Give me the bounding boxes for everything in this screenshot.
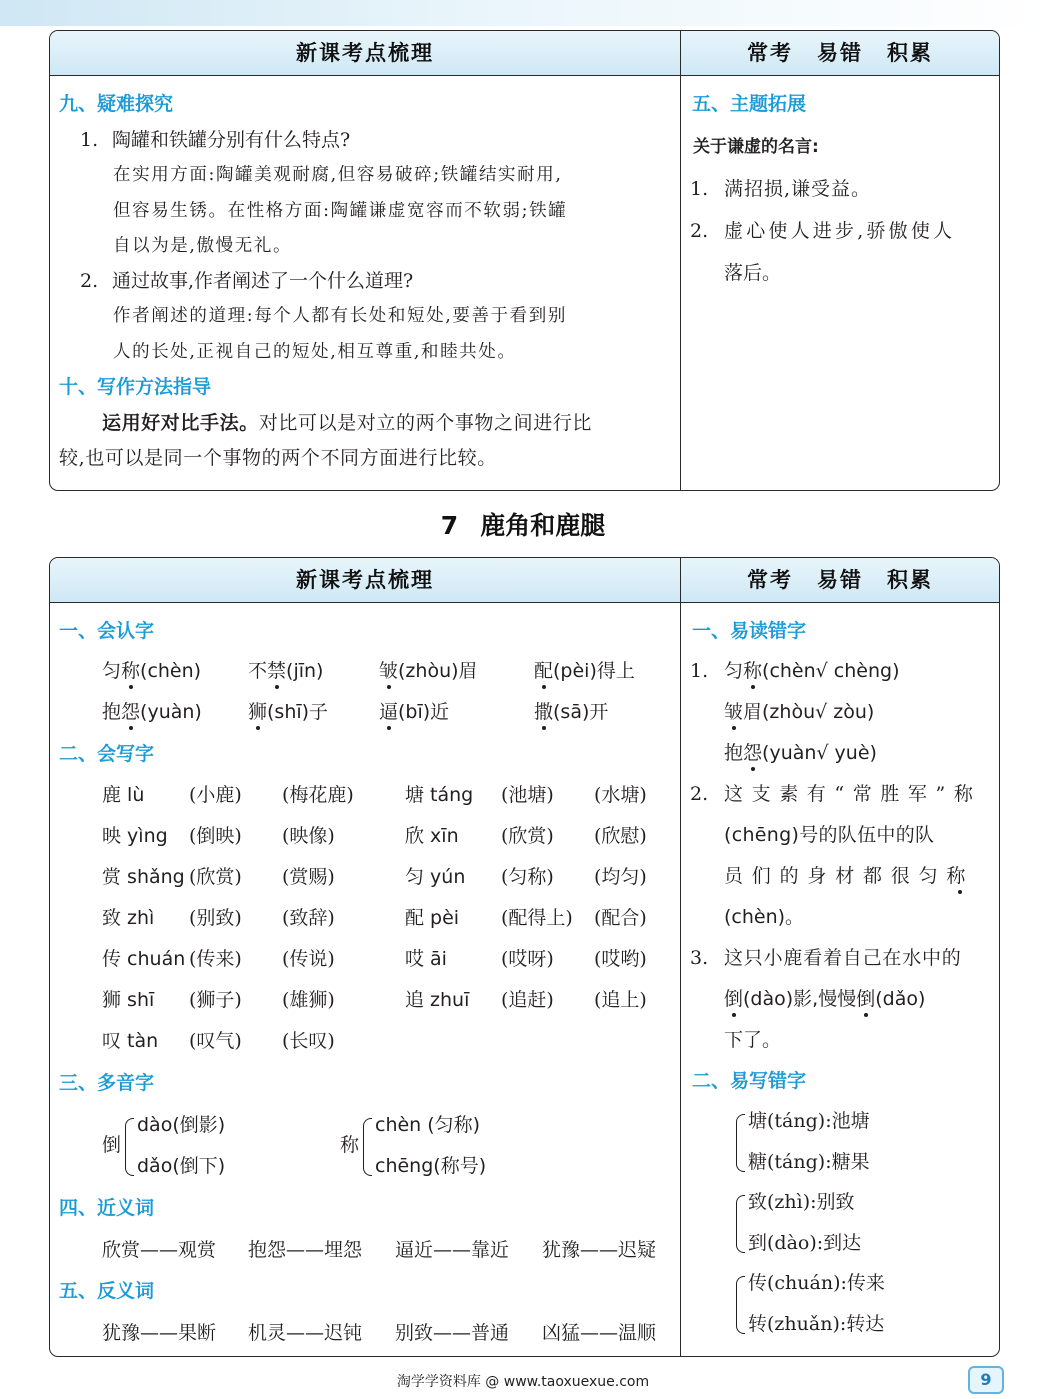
recognize-word: 撒(sā)开 xyxy=(534,701,609,723)
polyphone-reading: dǎo(倒下) xyxy=(137,1155,226,1177)
write-char: 配 pèi xyxy=(405,907,460,929)
top-color-band xyxy=(0,0,1046,26)
polyphone-reading: dào(倒影) xyxy=(137,1114,226,1136)
answer-line: 自以为是,傲慢无礼。 xyxy=(113,236,293,256)
answer-line: 人的长处,正视自己的短处,相互尊重,和睦共处。 xyxy=(113,342,517,362)
header-right: 常考 易错 积累 xyxy=(747,41,933,65)
header-left: 新课考点梳理 xyxy=(296,568,434,592)
quote-text: 虚心使人进步,骄傲使人 xyxy=(724,220,956,242)
write-char: 映 yìng xyxy=(102,825,168,847)
write-char: 追 zhuī xyxy=(405,989,470,1011)
write-word: (欣慰) xyxy=(594,825,647,847)
column-divider xyxy=(680,31,681,490)
write-char: 叹 tàn xyxy=(102,1030,159,1052)
quote-text: 落后。 xyxy=(724,262,782,284)
subheading: 关于谦虚的名言: xyxy=(693,137,819,157)
write-char: 哎 āi xyxy=(405,948,447,970)
recognize-word: 配(pèi)得上 xyxy=(534,660,635,682)
recognize-word: 皱(zhòu)眉 xyxy=(379,660,478,682)
antonym-pair: 机灵——迟钝 xyxy=(248,1322,363,1344)
write-char: 致 zhì xyxy=(102,907,155,929)
write-word: (叹气) xyxy=(189,1030,242,1052)
writing-method-line: 较,也可以是同一个事物的两个不同方面进行比较。 xyxy=(59,447,497,469)
writing-method-line: 运用好对比手法。对比可以是对立的两个事物之间进行比 xyxy=(102,412,593,434)
write-word: (池塘) xyxy=(501,784,554,806)
sentence-line: (chēng)号的队伍中的队 xyxy=(724,824,935,846)
write-word: (配得上) xyxy=(501,907,573,929)
write-word: (欣赏) xyxy=(501,825,554,847)
recognize-word: 狮(shī)子 xyxy=(248,701,329,723)
write-word: (赏赐) xyxy=(282,866,335,888)
write-char: 塘 táng xyxy=(405,784,474,806)
section-heading: 十、写作方法指导 xyxy=(59,376,212,398)
box-header xyxy=(50,558,999,603)
misread-item: 皱眉(zhòu√ zòu) xyxy=(724,701,875,723)
item-number: 1. xyxy=(690,660,709,682)
sentence-line: 这支素有“常胜军”称 xyxy=(724,783,982,805)
section-heading: 一、会认字 xyxy=(59,620,155,642)
recognize-word: 逼(bī)近 xyxy=(379,701,450,723)
question-number: 1. xyxy=(80,129,99,151)
question-text: 通过故事,作者阐述了一个什么道理? xyxy=(112,270,414,292)
write-word: (匀称) xyxy=(501,866,554,888)
polyphone-reading: chèn (匀称) xyxy=(375,1114,481,1136)
misread-item: 匀称(chèn√ chèng) xyxy=(724,660,900,682)
section-heading: 二、会写字 xyxy=(59,743,155,765)
item-number: 1. xyxy=(690,178,709,200)
brace xyxy=(736,1195,745,1253)
item-number: 2. xyxy=(690,220,709,242)
synonym-pair: 逼近——靠近 xyxy=(395,1239,510,1261)
review-box-lesson-7 xyxy=(49,557,1000,1357)
confusable-char: 致(zhì):别致 xyxy=(748,1191,855,1213)
sentence-line: 员们的身材都很匀称 xyxy=(724,865,975,887)
section-heading: 一、易读错字 xyxy=(692,620,807,642)
write-word: (小鹿) xyxy=(189,784,242,806)
write-word: (狮子) xyxy=(189,989,242,1011)
write-word: (欣赏) xyxy=(189,866,242,888)
write-char: 赏 shǎng xyxy=(102,866,185,888)
section-heading: 五、反义词 xyxy=(59,1280,155,1302)
synonym-pair: 抱怨——埋怨 xyxy=(248,1239,363,1261)
column-divider xyxy=(680,558,681,1356)
confusable-char: 转(zhuǎn):转达 xyxy=(748,1313,885,1335)
write-word: (长叹) xyxy=(282,1030,335,1052)
header-right: 常考 易错 积累 xyxy=(747,568,933,592)
box-header xyxy=(50,31,999,76)
sentence-line: 下了。 xyxy=(724,1029,782,1051)
write-char: 狮 shī xyxy=(102,989,155,1011)
antonym-pair: 犹豫——果断 xyxy=(102,1322,217,1344)
brace xyxy=(736,1276,745,1334)
write-word: (致辞) xyxy=(282,907,335,929)
section-heading: 二、易写错字 xyxy=(692,1070,807,1092)
polyphone-char: 称 xyxy=(340,1134,360,1156)
header-left: 新课考点梳理 xyxy=(296,41,434,65)
sentence-line: 这只小鹿看着自己在水中的 xyxy=(724,947,962,969)
question-number: 2. xyxy=(80,270,99,292)
recognize-word: 匀称(chèn) xyxy=(102,660,202,682)
write-char: 匀 yún xyxy=(405,866,466,888)
write-word: (均匀) xyxy=(594,866,647,888)
sentence-line: 倒(dào)影,慢慢倒(dǎo) xyxy=(724,988,926,1010)
recognize-word: 不禁(jīn) xyxy=(248,660,324,682)
write-word: (追上) xyxy=(594,989,647,1011)
write-word: (别致) xyxy=(189,907,242,929)
write-word: (哎呀) xyxy=(501,948,554,970)
write-word: (配合) xyxy=(594,907,647,929)
misread-item: 抱怨(yuàn√ yuè) xyxy=(724,742,877,764)
question-text: 陶罐和铁罐分别有什么特点? xyxy=(112,129,351,151)
lesson-title: 7 鹿角和鹿腿 xyxy=(440,511,606,540)
item-number: 3. xyxy=(690,947,709,969)
quote-text: 满招损,谦受益。 xyxy=(724,178,872,200)
write-word: (传说) xyxy=(282,948,335,970)
section-heading: 四、近义词 xyxy=(59,1197,155,1219)
page-number: 9 xyxy=(968,1366,1004,1394)
antonym-pair: 别致——普通 xyxy=(395,1322,510,1344)
item-number: 2. xyxy=(690,783,709,805)
section-heading: 九、疑难探究 xyxy=(59,93,174,115)
write-word: (追赶) xyxy=(501,989,554,1011)
brace xyxy=(363,1118,372,1176)
brace xyxy=(125,1118,134,1176)
write-word: (映像) xyxy=(282,825,335,847)
polyphone-char: 倒 xyxy=(102,1134,122,1156)
answer-line: 在实用方面:陶罐美观耐腐,但容易破碎;铁罐结实耐用, xyxy=(113,165,563,185)
write-char: 鹿 lù xyxy=(102,784,145,806)
footer-watermark: 淘学学资料库 @ www.taoxuexue.com xyxy=(396,1374,650,1390)
section-heading: 三、多音字 xyxy=(59,1072,155,1094)
answer-line: 但容易生锈。在性格方面:陶罐谦虚宽容而不软弱;铁罐 xyxy=(113,201,568,221)
synonym-pair: 欣赏——观赏 xyxy=(102,1239,217,1261)
section-heading: 五、主题拓展 xyxy=(692,93,807,115)
confusable-char: 传(chuán):传来 xyxy=(748,1272,885,1294)
brace xyxy=(736,1114,745,1172)
confusable-char: 到(dào):到达 xyxy=(748,1232,862,1254)
write-char: 传 chuán xyxy=(102,948,186,970)
confusable-char: 塘(táng):池塘 xyxy=(748,1110,870,1132)
write-word: (梅花鹿) xyxy=(282,784,354,806)
write-char: 欣 xīn xyxy=(405,825,459,847)
answer-line: 作者阐述的道理:每个人都有长处和短处,要善于看到别 xyxy=(113,306,567,326)
write-word: (哎哟) xyxy=(594,948,647,970)
write-word: (雄狮) xyxy=(282,989,335,1011)
write-word: (倒映) xyxy=(189,825,242,847)
write-word: (传来) xyxy=(189,948,242,970)
polyphone-reading: chēng(称号) xyxy=(375,1155,487,1177)
synonym-pair: 犹豫——迟疑 xyxy=(542,1239,657,1261)
antonym-pair: 凶猛——温顺 xyxy=(542,1322,657,1344)
confusable-char: 糖(táng):糖果 xyxy=(748,1151,870,1173)
write-word: (水塘) xyxy=(594,784,647,806)
recognize-word: 抱怨(yuàn) xyxy=(102,701,202,723)
review-box-top xyxy=(49,30,1000,491)
sentence-line: (chèn)。 xyxy=(724,906,805,928)
